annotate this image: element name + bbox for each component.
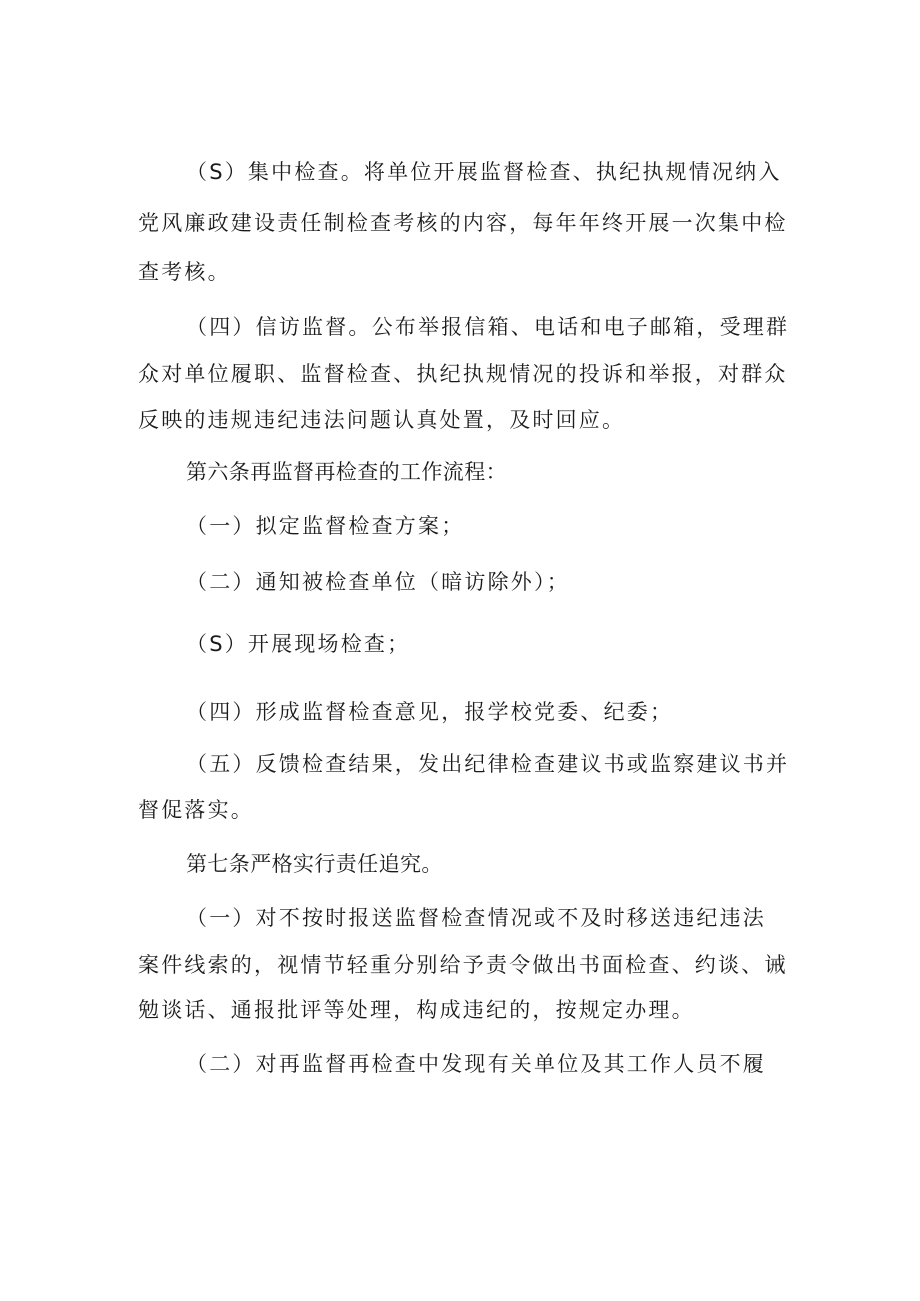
paragraph-line: 众对单位履职、监督检查、执纪执规情况的投诉和举报，对群众 xyxy=(138,362,788,386)
list-item: （二）通知被检查单位（暗访除外）； xyxy=(186,570,570,594)
article-heading: 第六条再监督再检查的工作流程： xyxy=(186,460,507,484)
paragraph-line: 督促落实。 xyxy=(138,798,254,822)
article-heading: 第七条严格实行责任追究。 xyxy=(186,852,443,876)
paragraph-line: 查考核。 xyxy=(138,260,231,284)
paragraph-line: （二）对再监督再检查中发现有关单位及其工作人员不履 xyxy=(186,1052,766,1076)
list-item: （S）开展现场检查； xyxy=(186,632,411,656)
paragraph-line: 勉谈话、通报批评等处理，构成违纪的，按规定办理。 xyxy=(138,998,695,1022)
paragraph-line: （一）对不按时报送监督检查情况或不及时移送违纪违法 xyxy=(186,906,766,930)
list-item: （四）形成监督检查意见，报学校党委、纪委； xyxy=(186,700,674,724)
paragraph-line: 案件线索的，视情节轻重分别给予责令做出书面检查、约谈、诫 xyxy=(138,953,788,977)
paragraph-line: 反映的违规违纪违法问题认真处置，及时回应。 xyxy=(138,408,626,432)
list-item: （一）拟定监督检查方案； xyxy=(186,514,465,538)
paragraph-line: （S）集中检查。将单位开展监督检查、执纪执规情况纳入 xyxy=(186,160,782,184)
list-item: （五）反馈检查结果，发出纪律检查建议书或监察建议书并 xyxy=(186,752,790,776)
paragraph-line: （四）信访监督。公布举报信箱、电话和电子邮箱，受理群 xyxy=(186,315,790,339)
paragraph-line: 党风廉政建设责任制检查考核的内容，每年年终开展一次集中检 xyxy=(138,211,788,235)
